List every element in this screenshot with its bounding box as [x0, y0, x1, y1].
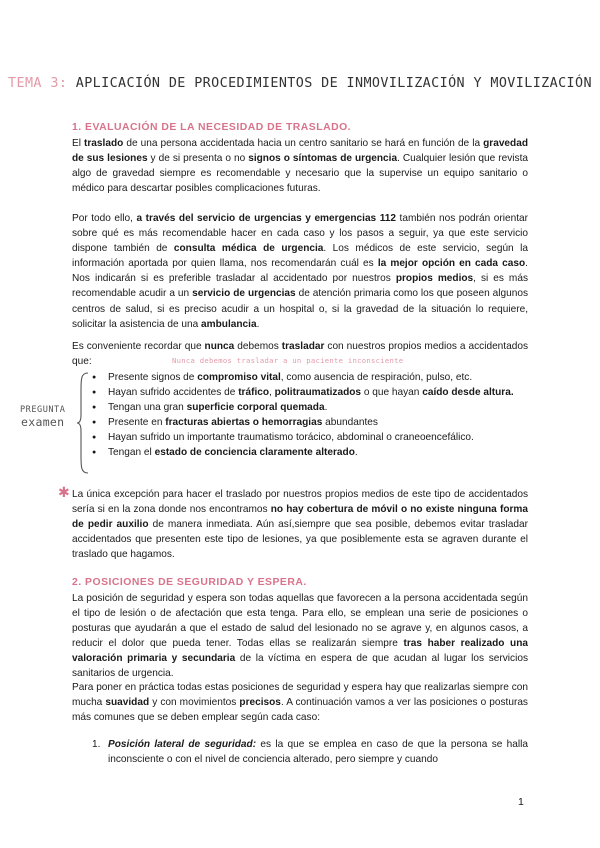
list-number: 1. — [92, 739, 101, 750]
list-item: ● Hayan sufrido accidentes de tráfico, politraumatizados o que hayan caído desde altura. — [92, 385, 528, 400]
handwritten-note: Nunca debemos trasladar a un paciente inconsciente — [172, 356, 404, 365]
page-number: 1 — [518, 796, 524, 808]
section1-paragraph-4: La única excepción para hacer el traslado por nuestros propios medios de este tipo de accidentados sería si en la zona donde nos encontramos no hay cobertura de móvil o no existe ninguna forma de pedir auxilio de manera inmediata. Aún así,siempre que sea posible, debemos evitar trasladar accidentados que presenten este tipo de lesiones, ya que posiblemente esta se agraven durante el traslado que hagamos. — [72, 489, 528, 561]
section2-paragraph-2: Para poner en práctica todas estas posiciones de seguridad y espera hay que realizarlas siempre con mucha suavidad y con movimientos precisos. A continuación vamos a ver las posiciones o posturas más comunes que se deben emplear según cada caso: — [72, 682, 528, 724]
star-mark-icon: ✱ — [58, 485, 70, 501]
section1-heading: 1. EVALUACIÓN DE LA NECESIDAD DE TRASLADO. — [72, 122, 352, 133]
list-item: ● Tengan una gran superficie corporal quemada. — [92, 400, 528, 415]
brace-icon — [76, 371, 90, 475]
section1-paragraph-3: Es conveniente recordar que nunca debemos trasladar con nuestros propios medios a accidentados que: — [72, 341, 528, 368]
exam-note-line-1: PREGUNTA — [20, 405, 66, 415]
list-item: Posición lateral de seguridad: es la que se emplea en caso de que la persona se halla inconsciente o con el nivel de conciencia alterado, pero siempre y cuando — [108, 739, 528, 766]
list-item: ● Hayan sufrido un importante traumatismo torácico, abdominal o craneoencefálico. — [92, 430, 528, 445]
list-item: ● Presente signos de compromiso vital, como ausencia de respiración, pulso, etc. — [92, 370, 528, 385]
exam-question-note — [20, 404, 65, 428]
exam-note-line-2: examen — [21, 415, 65, 429]
section1-paragraph-1: El traslado de una persona accidentada hacia un centro sanitario se hará en función de la gravedad de sus lesiones y de si presenta o no signos o síntomas de urgencia. Cualquier lesión que revista algo de gravedad siempre es recomendable y necesario que la supervise un equipo sanitario o médico para descartar posibles complicaciones futuras. — [72, 138, 528, 195]
section1-paragraph-2: Por todo ello, a través del servicio de urgencias y emergencias 112 también nos podrán orientar sobre qué es más recomendable hacer en cada caso y los pasos a seguir, ya que este servicio dispone también de consulta médica de urgencia. Los médicos de este servicio, según la información aportada por quien llama, nos recomendarán cuál es la mejor opción en cada caso. Nos indicarán si es preferible trasladar al accidentado por nuestros propios medios, si es más recomendable acudir a un servicio de urgencias de atención primaria como los que poseen algunos centros de salud, si es preciso acudir a un hospital o, si la gravedad de la situación lo requiere, solicitar la asistencia de una ambulancia. — [72, 213, 528, 330]
section2-paragraph-1: La posición de seguridad y espera son todas aquellas que favorecen a la persona accidentada según el tipo de lesión o de afectación que esta tenga. Para ello, se emplean una serie de posiciones o posturas que ayudarán a que el estado de salud del lesionado no se agrave y, en algunos casos, a reducir el dolor que pueda tener. Todas ellas se realizarán siempre tras haber realizado una valoración primaria y secundaria de la víctima en espera de que acudan al lugar los servicios sanitarios de urgencia. — [72, 593, 528, 680]
title-prefix: TEMA 3: — [8, 76, 68, 91]
title-main: APLICACIÓN DE PROCEDIMIENTOS DE INMOVILIZACIÓN Y MOVILIZACIÓN — [75, 76, 592, 91]
page-title — [0, 76, 600, 91]
list-item: ● Tengan el estado de conciencia claramente alterado. — [92, 445, 528, 460]
bullet-list — [92, 370, 528, 460]
numbered-list — [92, 737, 528, 767]
list-item: ● Presente en fracturas abiertas o hemorragias abundantes — [92, 415, 528, 430]
section2-heading: 2. POSICIONES DE SEGURIDAD Y ESPERA. — [72, 577, 307, 588]
